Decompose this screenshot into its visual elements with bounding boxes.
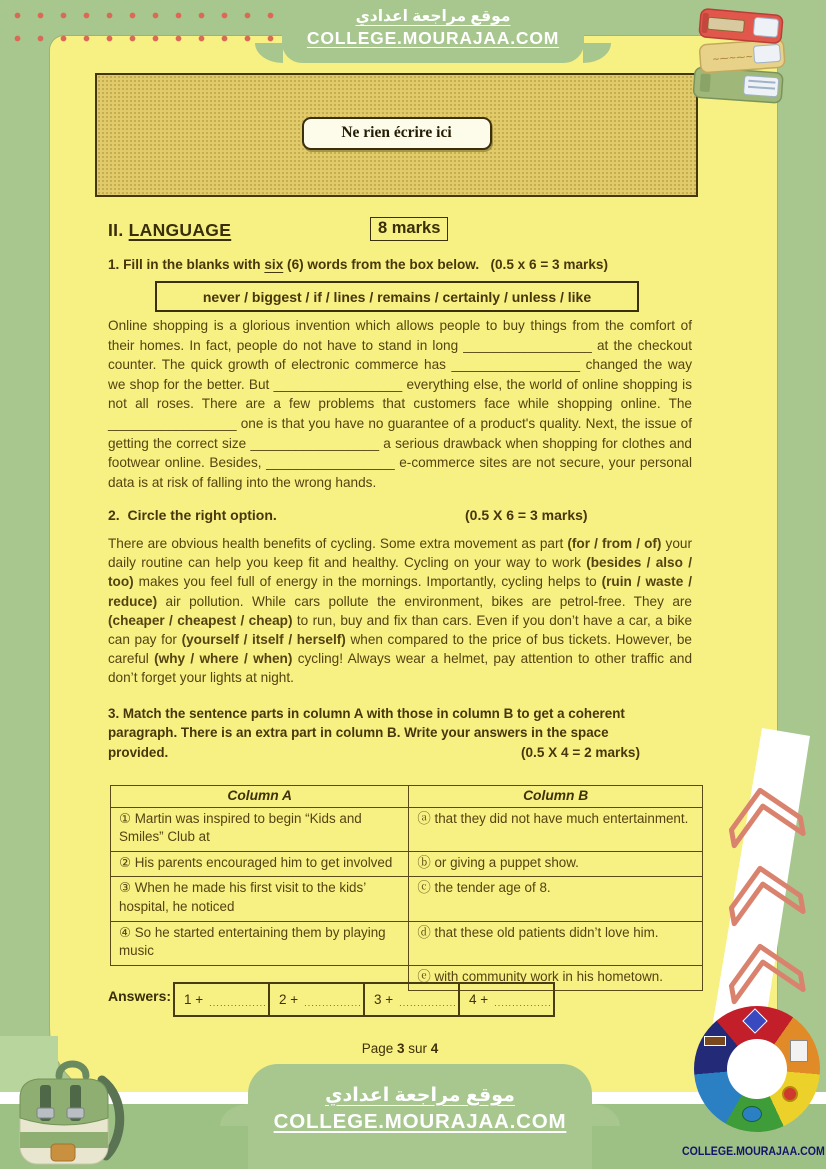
column-a-header: Column A <box>111 786 409 808</box>
dot-pattern-decoration <box>0 0 300 58</box>
answer-cell: 2 + ................ <box>268 984 363 1015</box>
no-write-zone <box>95 73 698 197</box>
footer-site-tab <box>248 1064 592 1169</box>
no-write-label: Ne rien écrire ici <box>302 117 492 150</box>
svg-text:~⁓~⁓~: ~⁓~⁓~ <box>712 52 754 66</box>
globe-icon <box>742 1106 762 1122</box>
logo-caption: COLLEGE.MOURAJAA.COM <box>682 1146 825 1158</box>
table-cell: ⓔ with community work in his hometown. <box>409 965 703 991</box>
college-mourajaa-logo <box>694 1006 820 1132</box>
section-title: II. LANGUAGE <box>108 220 232 240</box>
table-cell: ⓑ or giving a puppet show. <box>409 851 703 877</box>
table-header-row <box>111 786 703 808</box>
notepad-icon <box>790 1040 808 1062</box>
header-site-tab <box>282 0 584 63</box>
table-cell: ① Martin was inspired to begin “Kids and Smiles” Club at <box>111 807 409 851</box>
answer-cell: 1 + ................ <box>184 992 267 1008</box>
table-cell: ⓐ that they did not have much entertainment. <box>409 807 703 851</box>
site-domain-link[interactable]: COLLEGE.MOURAJAA.COM <box>306 28 560 48</box>
table-row <box>111 877 703 921</box>
backpack-illustration <box>4 1056 134 1169</box>
table-cell: ⓒ the tender age of 8. <box>409 877 703 921</box>
book-icon <box>704 1036 726 1046</box>
table-row <box>111 851 703 877</box>
match-table-body <box>111 807 703 991</box>
exercise2-text: There are obvious health benefits of cycling. Some extra movement as part (for / from / of) your daily routine can help you keep fit and healthy. Cycling on your way to work (besides / also / too) makes you feel full of energy in the mornings. Importantly, cycling helps to (ruin / waste / reduce) air pollution. While cars pollute the environment, bikes are petrol-free. They are (cheaper / cheapest / cheap) to run, buy and fix than cars. Even if you don’t have a car, a bike can pay for (yourself / itself / herself) when compared to the price of bus tickets. However, be careful (why / where / when) cycling! Always wear a helmet, pay attention to other traffic and don’t forget your lights at night. <box>108 536 693 686</box>
word-bank-box: never / biggest / if / lines / remains / certainly / unless / like <box>155 281 639 312</box>
site-domain-link[interactable]: COLLEGE.MOURAJAA.COM <box>273 1110 567 1133</box>
table-row <box>111 921 703 965</box>
table-cell: ⓓ that these old patients didn’t love him. <box>409 921 703 965</box>
table-cell: ③ When he made his first visit to the kids’ hospital, he noticed <box>111 877 409 921</box>
exercise2-title: 2. Circle the right option. <box>108 507 277 523</box>
exercise1-instruction: 1. Fill in the blanks with six (6) words from the box below. (0.5 x 6 = 3 marks) <box>108 257 608 272</box>
match-table <box>110 785 703 991</box>
exercise2-header <box>108 507 694 523</box>
table-cell: ② His parents encouraged him to get involved <box>111 851 409 877</box>
answers-label: Answers: <box>108 988 172 1004</box>
atom-icon <box>782 1086 798 1102</box>
table-cell: ④ So he started entertaining them by playing music <box>111 921 409 965</box>
answers-cells <box>173 982 555 1017</box>
column-b-header: Column B <box>409 786 703 808</box>
table-row <box>111 807 703 851</box>
answer-cell: 3 + ................ <box>363 984 458 1015</box>
page-number: Page 3 sur 4 <box>361 1041 439 1056</box>
language-section-header <box>108 220 694 241</box>
graduation-cap-icon <box>742 1008 767 1033</box>
books-stack-illustration <box>692 2 788 108</box>
site-name-arabic: موقع مراجعة اعدادي <box>355 8 511 25</box>
exercise3-marks: (0.5 X 4 = 2 marks) <box>520 744 640 760</box>
exercise2-marks: (0.5 X 6 = 3 marks) <box>465 507 588 523</box>
answer-cell: 4 + ................ <box>458 984 553 1015</box>
exam-paper <box>50 36 777 1098</box>
marks-badge: 8 marks <box>370 217 448 241</box>
exercise1-text: Online shopping is a glorious invention which allows people to buy things from the comfort of their homes. In fact, people do not have to stand in long _________________ at the checkout counter. The quick growth of electronic commerce has _________________ changed the way we shop for the better. But _________________ everything else, the world of online shopping is not all roses. There are a few problems that customers face while shopping online. The _________________ one is that you have no guarantee of a product's quality. Next, the issue of getting the correct size _________________ a serious drawback when shopping for clothes and footwear online. Besides, _________________ e-commerce sites are not secure, your personal data is at risk of falling into the wrong hands. <box>108 318 692 490</box>
exercise3-instruction: 3. Match the sentence parts in column A with those in column B to get a coherent paragraph. There is an extra part in column B. Write your answers in the space provided. (0.5 X 4 = 2 marks) <box>108 704 696 762</box>
site-name-arabic: موقع مراجعة اعدادي <box>325 1085 515 1106</box>
